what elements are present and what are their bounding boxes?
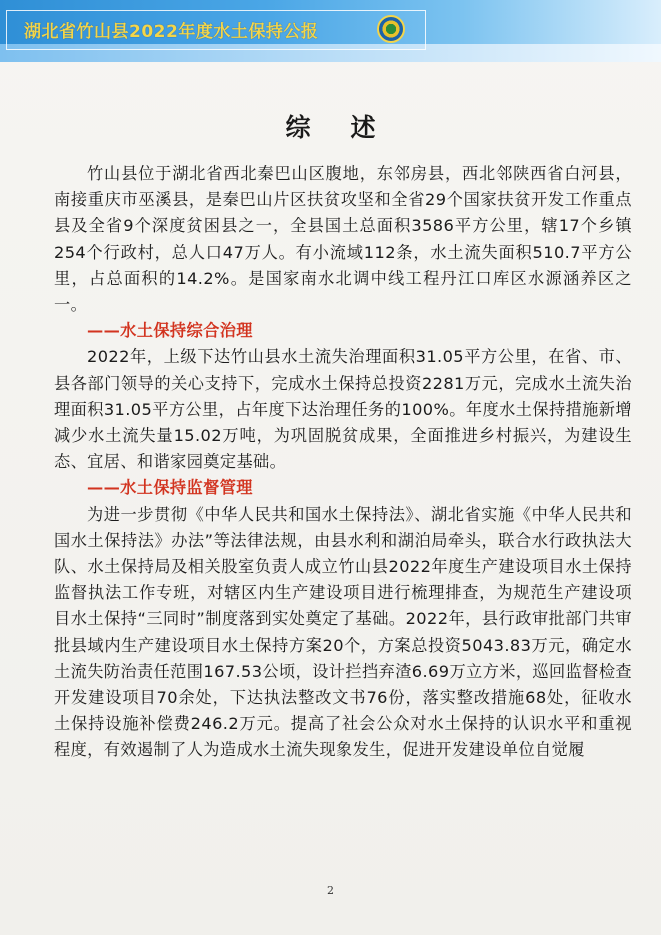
emblem-logo-icon bbox=[377, 15, 405, 43]
subheading-supervision-management: ——水土保持监督管理 bbox=[87, 478, 253, 498]
supervision-management-paragraph: 为进一步贯彻《中华人民共和国水土保持法》、湖北省实施《中华人民共和国水土保持法》办法”等法律法规，由县水利和湖泊局牵头，联合水行政执法大队、水土保持局及相关股室负责人成立竹山县2022年度生产建设项目水土保持监督执法工作专班，对辖区内生产建设项目进行梳理排查，为规范生产建设项目水土保持“三同时”制度落到实处奠定了基础。2022年，县行政审批部门共审批县域内生产建设项目水土保持方案20个，方案总投资5043.83万元，确定水土流失防治责任范围167.53公顷，设计拦挡弃渣6.69万立方米，巡回监督检查开发建设项目70余处，下达执法整改文书76份，落实整改措施68处，征收水土保持设施补偿费246.2万元。提高了社会公众对水土保持的认识水平和重视程度，有效遏制了人为造成水土流失现象发生，促进开发建设单位自觉履 bbox=[54, 504, 632, 760]
comprehensive-treatment-paragraph: 2022年，上级下达竹山县水土流失治理面积31.05平方公里，在省、市、县各部门领导的关心支持下，完成水土保持总投资2281万元，完成水土流失治理面积31.05平方公里，占年度下达治理任务的100%。年度水土保持措施新增减少水土流失量15.02万吨，为巩固脱贫成果，全面推进乡村振兴，为建设生态、宜居、和谐家园奠定基础。 bbox=[54, 347, 632, 472]
overview-paragraph: 竹山县位于湖北省西北秦巴山区腹地，东邻房县，西北邻陕西省白河县，南接重庆市巫溪县，是秦巴山片区扶贫攻坚和全省29个国家扶贫开发工作重点县及全省9个深度贫困县之一，全县国土总面积3586平方公里，辖17个乡镇254个行政村，总人口47万人。有小流域112条，水土流失面积510.7平方公里，占总面积的14.2%。是国家南水北调中线工程丹江口库区水源涵养区之一。 bbox=[54, 164, 632, 315]
page-number: 2 bbox=[327, 884, 334, 897]
section-heading: 综述 bbox=[285, 113, 416, 142]
page-header-band bbox=[0, 0, 661, 62]
subheading-comprehensive-treatment: ——水土保持综合治理 bbox=[87, 321, 253, 341]
document-body bbox=[54, 161, 632, 764]
bulletin-title: 湖北省竹山县2022年度水土保持公报 bbox=[24, 22, 319, 42]
